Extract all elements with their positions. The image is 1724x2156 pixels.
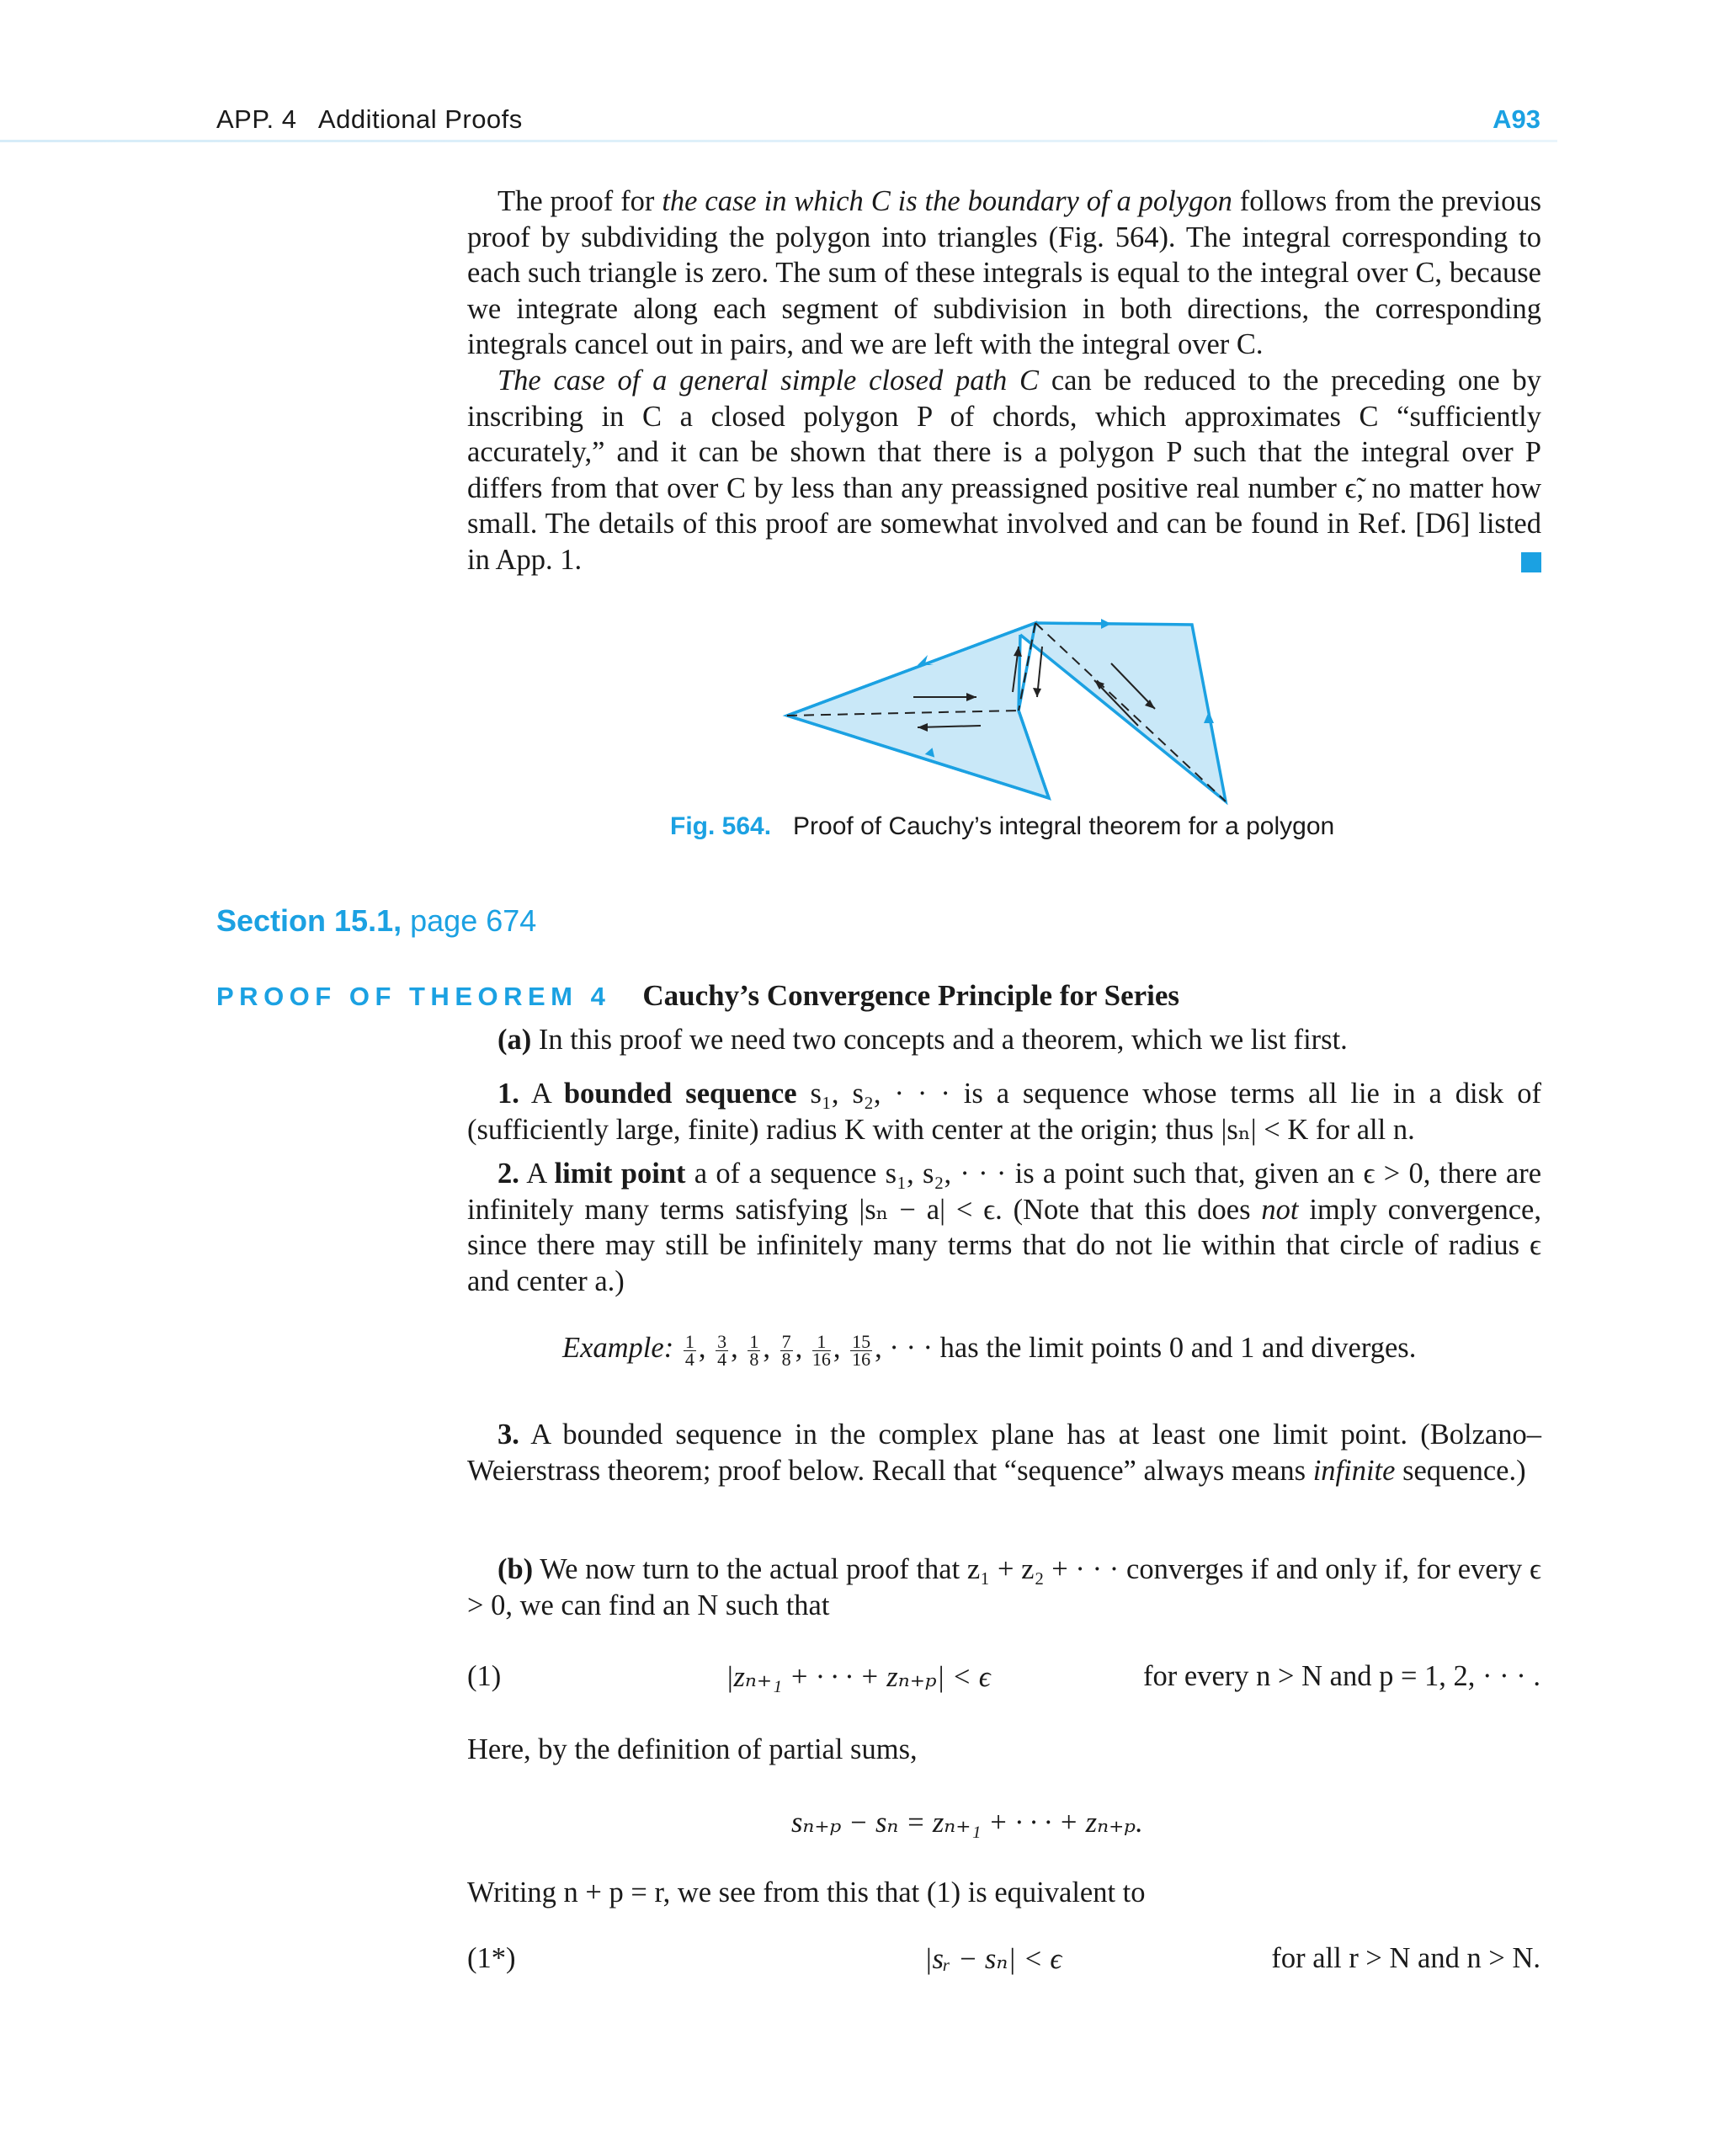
section-heading — [216, 903, 536, 939]
intro-block — [467, 184, 1541, 578]
item-1-block — [467, 1076, 1541, 1147]
arrow-down-icon — [1033, 688, 1041, 697]
header-rule — [0, 140, 1557, 142]
proof-label: PROOF OF THEOREM 4 — [216, 982, 611, 1011]
example-line: Example: $\frac{1}{4}$ , $\frac{3}{4}$ , $\frac{1}{8}$ , $\frac{7}{8}$ , $\frac{1}{16}$ , $\frac{15}{16}$ , · · · has the limit points 0 and 1 and diverges. — [562, 1330, 1417, 1370]
part-b-paragraph: (b) We now turn to the actual proof that z₁ + z₂ + · · · converges if and only if, for every ϵ > 0, we can find an N such that — [467, 1553, 1541, 1621]
item-3-block — [467, 1417, 1541, 1488]
fraction: $\frac{1}{4}$ — [684, 1330, 694, 1370]
fraction: $\frac{7}{8}$ — [781, 1330, 791, 1370]
fraction: $\frac{1}{16}$ — [811, 1330, 831, 1370]
fraction: $\frac{1}{8}$ — [749, 1330, 759, 1370]
paragraph-general-case: The case of a general simple closed path C can be reduced to the preceding one by inscribing in C a closed polygon P of chords, which approximates C “sufficiently accurately,” and it can be shown that there is a polygon P such that the integral over P differs from that over C by less than any preassigned positive real number ϵ̃, no matter how small. The details of this proof are somewhat involved and can be found in Ref. [D6] listed in App. 1. — [467, 364, 1541, 576]
figure-caption-text: Proof of Cauchy’s integral theorem for a polygon — [793, 812, 1335, 840]
equation-1-label: (1) — [467, 1660, 502, 1692]
polygon-figure — [774, 615, 1246, 808]
part-b-block — [467, 1552, 1541, 1623]
appendix-title: Additional Proofs — [317, 104, 523, 134]
equation-1star-condition: for all r > N and n > N. — [1271, 1942, 1540, 1974]
item-2-paragraph: 2. A limit point a of a sequence s₁, s₂, · · · is a point such that, given an ϵ > 0, there are infinitely many terms satisfying |sₙ − a| < ϵ. (Note that this does not imply convergence, since there may still be infinitely many terms that do not lie within that circle of radius ϵ and center a.) — [467, 1158, 1542, 1297]
equation-1star-label: (1*) — [467, 1942, 516, 1974]
item-1-paragraph: 1. A bounded sequence s₁, s₂, · · · is a sequence whose terms all lie in a disk of (sufficiently large, finite) radius K with center at the origin; thus |sₙ| < K for all n. — [467, 1078, 1541, 1146]
equation-1star-formula: |sᵣ − sₙ| < ϵ — [924, 1943, 1062, 1975]
section-page: page 674 — [410, 903, 537, 938]
fraction: $\frac{15}{16}$ — [852, 1330, 871, 1370]
part-a-paragraph: (a) In this proof we need two concepts and a theorem, which we list first. — [498, 1024, 1348, 1056]
part-a-block — [467, 1022, 1541, 1058]
proof-heading — [216, 979, 1179, 1013]
example-text: · · · has the limit points 0 and 1 and diverges. — [889, 1332, 1417, 1364]
equation-1-formula: |zₙ₊₁ + · · · + zₙ₊ₚ| < ϵ — [726, 1661, 991, 1693]
appendix-label: APP. 4 — [216, 104, 297, 134]
figure-label: Fig. 564. — [670, 812, 772, 840]
partial-sums-equation: sₙ₊ₚ − sₙ = zₙ₊₁ + · · · + zₙ₊ₚ. — [791, 1807, 1143, 1839]
page-number: A93 — [1493, 104, 1540, 134]
polygon-fill — [787, 623, 1226, 801]
writing-intro: Writing n + p = r, we see from this that (1) is equivalent to — [467, 1877, 1146, 1908]
item-3-paragraph: 3. A bounded sequence in the complex plane has at least one limit point. (Bolzano–Weierstrass theorem; proof below. Recall that “sequence” always means infinite sequence.) — [467, 1419, 1541, 1487]
example-label: Example: — [562, 1332, 674, 1364]
paragraph-polygon-case: The proof for the case in which C is the boundary of a polygon follows from the previous proof by subdividing the polygon into triangles (Fig. 564). The integral corresponding to each such triangle is zero. The sum of these integrals is equal to the integral over C, because we integrate along each segment of subdivision in both directions, the corresponding integrals cancel out in pairs, and we are left with the integral over C. — [467, 185, 1542, 361]
end-of-proof-square — [1521, 552, 1541, 572]
section-name: Section 15.1, — [216, 903, 402, 938]
item-2-block — [467, 1156, 1541, 1299]
partial-sums-intro: Here, by the definition of partial sums, — [467, 1733, 918, 1765]
running-header — [216, 104, 538, 135]
equation-1-condition: for every n > N and p = 1, 2, · · · . — [1143, 1660, 1540, 1692]
figure-caption — [670, 812, 1334, 841]
fraction: $\frac{3}{4}$ — [717, 1330, 727, 1370]
proof-title: Cauchy’s Convergence Principle for Series — [642, 979, 1180, 1012]
